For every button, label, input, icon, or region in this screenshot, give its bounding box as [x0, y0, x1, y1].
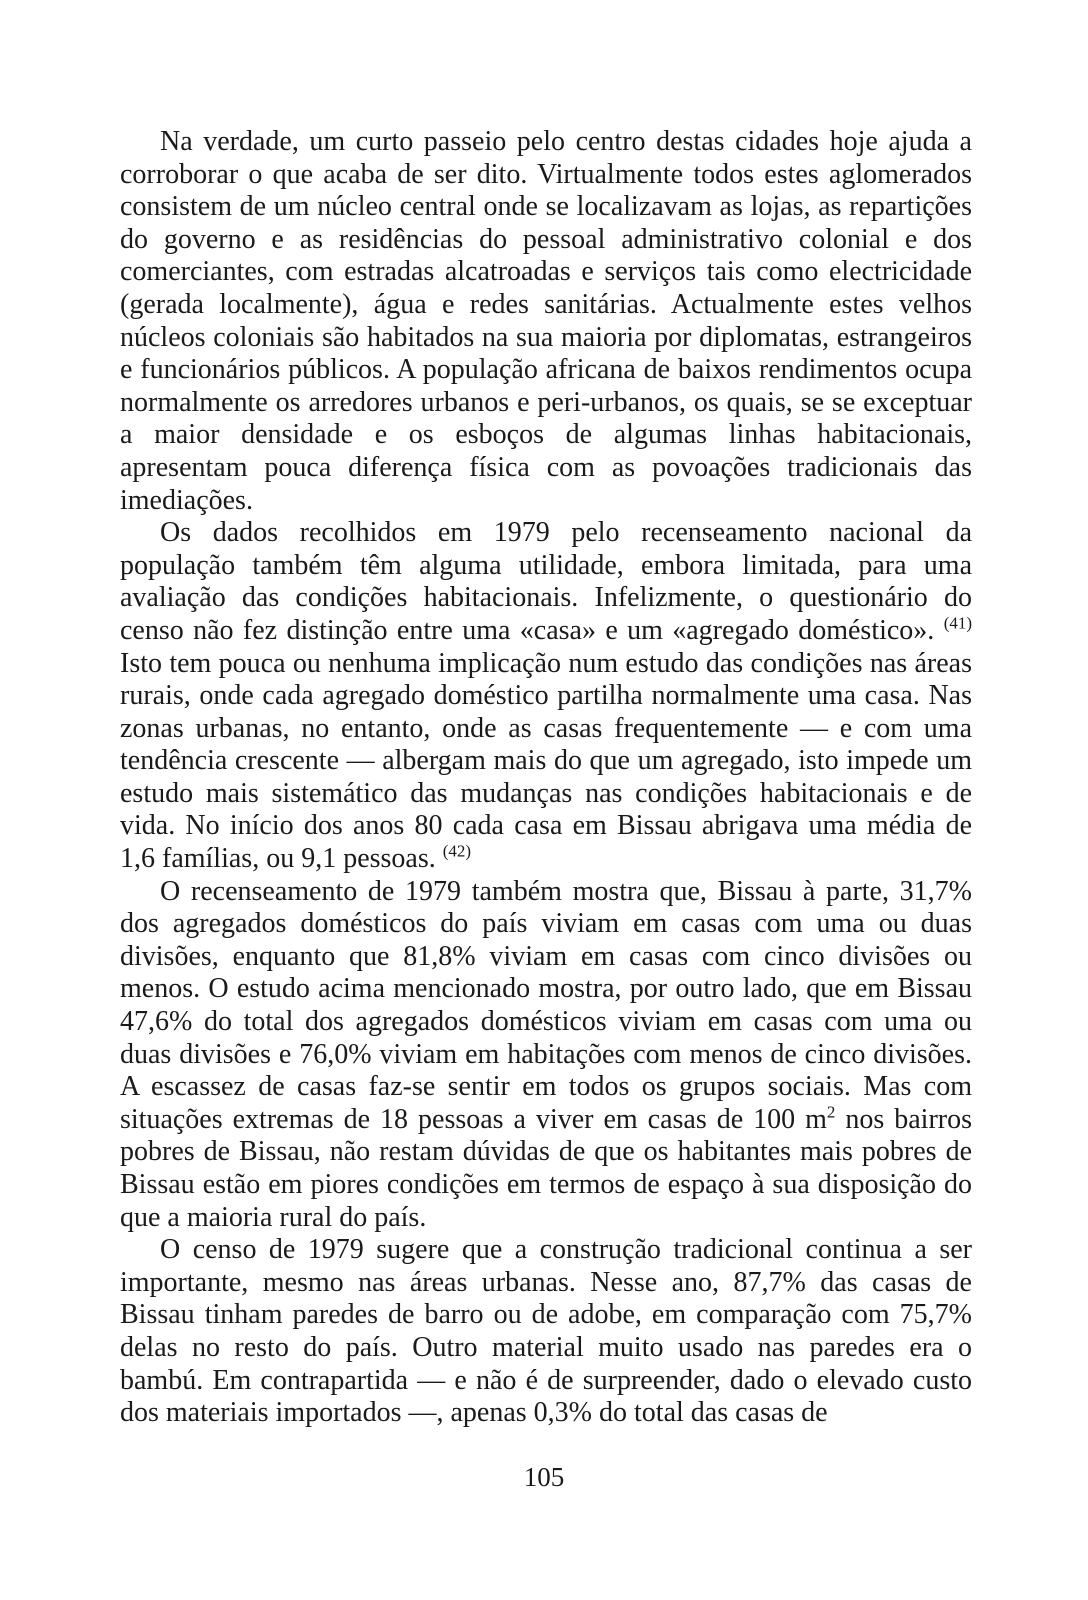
paragraph-4-text: O censo de 1979 sugere que a construção tradicional continua a ser importante, mesmo nas áreas urbanas. Nesse ano, 87,7% das casas de Bissau tinham paredes de barro ou de adobe, em comparação com 75,7% delas no resto do país. Outro material muito usado nas paredes era o bambú. Em contrapartida — e não é de surpreender, dado o elevado custo dos materiais importados —, apenas 0,3% do total das casas de: [120, 1234, 972, 1429]
footnote-ref-42: (42): [442, 841, 472, 861]
footnote-ref-41: (41): [943, 613, 973, 633]
paragraph-2-text-part-1: Os dados recolhidos em 1979 pelo recenseamento nacional da população também têm alguma utilidade, embora limitada, para uma avaliação das condições habitacionais. Infelizmente, o questionário do censo não fez distinção entre uma «casa» e um «agregado doméstico».: [120, 517, 972, 646]
squared-superscript: 2: [826, 1102, 836, 1122]
paragraph-2: [120, 517, 972, 876]
page-number: 105: [523, 1462, 565, 1492]
body-text: [120, 126, 972, 1430]
paragraph-3-text-part-1: O recenseamento de 1979 também mostra que, Bissau à parte, 31,7% dos agregados domésticos do país viviam em casas com uma ou duas divisões, enquanto que 81,8% viviam em casas com cinco divisões ou menos. O estudo acima mencionado mostra, por outro lado, que em Bissau 47,6% do total dos agregados domésticos viviam em casas com uma ou duas divisões e 76,0% viviam em habitações com menos de cinco divisões. A escassez de casas faz-se sentir em todos os grupos sociais. Mas com situações extremas de 18 pessoas a viver em casas de 100 m: [120, 875, 972, 1135]
paragraph-2-text-part-2: Isto tem pouca ou nenhuma implicação num estudo das condições nas áreas rurais, onde cada agregado doméstico partilha normalmente uma casa. Nas zonas urbanas, no entanto, onde as casas frequentemente — e com uma tendência crescente — albergam mais do que um agregado, isto impede um estudo mais sistemático das mudanças nas condições habitacionais e de vida. No início dos anos 80 cada casa em Bissau abrigava uma média de 1,6 famílias, ou 9,1 pessoas.: [120, 647, 972, 875]
paragraph-1-text: Na verdade, um curto passeio pelo centro destas cidades hoje ajuda a corroborar o que acaba de ser dito. Virtualmente todos estes aglomerados consistem de um núcleo central onde se localizavam as lojas, as repartições do governo e as residências do pessoal administrativo colonial e dos comerciantes, com estradas alcatroadas e serviços tais como electricidade (gerada localmente), água e redes sanitárias. Actualmente estes velhos núcleos coloniais são habitados na sua maioria por diplomatas, estrangeiros e funcionários públicos. A população africana de baixos rendimentos ocupa normalmente os arredores urbanos e peri-urbanos, os quais, se se exceptuar a maior densidade e os esboços de algumas linhas habitacionais, apresentam pouca diferença física com as povoações tradicionais das imediações.: [120, 126, 972, 516]
paragraph-3-text-part-2: nos bairros pobres de Bissau, não restam dúvidas de que os habitantes mais pobres de Bissau estão em piores condições em termos de espaço à sua disposição do que a maioria rural do país.: [120, 1103, 972, 1233]
paragraph-4: [120, 1234, 972, 1430]
paragraph-1: [120, 126, 972, 517]
paragraph-3: [120, 876, 972, 1235]
